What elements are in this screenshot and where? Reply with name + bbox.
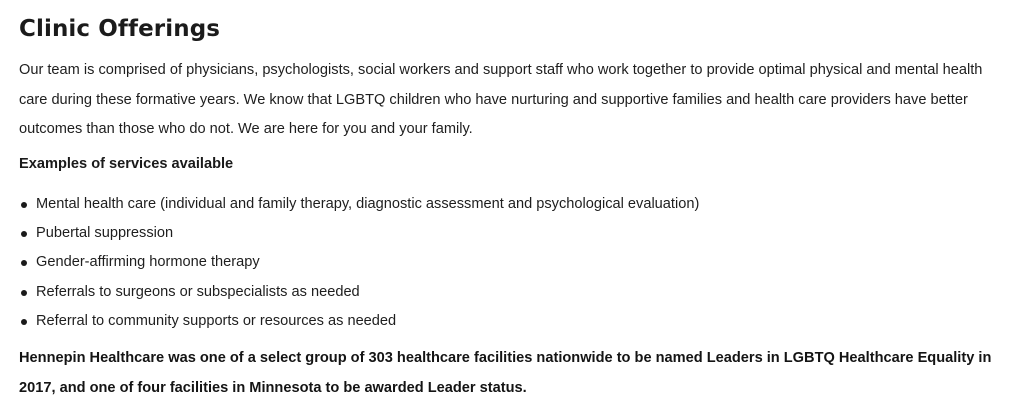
bullet-icon <box>21 319 27 325</box>
intro-paragraph: Our team is comprised of physicians, psychologists, social workers and support staff who work together to provide optimal physical and mental health care during these formative years. We know that LGBTQ children who have nurturing and supportive families and health care providers have better outcomes than those who do not. We are here for you and your family. <box>19 62 983 137</box>
service-label: Referrals to surgeons or subspecialists as needed <box>36 283 360 300</box>
page-title: Clinic Offerings <box>19 16 221 42</box>
service-label: Pubertal suppression <box>36 224 174 241</box>
bullet-icon <box>21 231 27 237</box>
list-item <box>19 278 1005 307</box>
list-item <box>19 219 1005 248</box>
list-item <box>19 190 1005 219</box>
service-label: Mental health care (individual and family therapy, diagnostic assessment and psychological evaluation) <box>36 195 700 212</box>
list-item <box>19 307 1005 336</box>
leader-statement: Hennepin Healthcare was one of a select group of 303 healthcare facilities nationwide to be named Leaders in LGBTQ Healthcare Equality in 2017, and one of four facilities in Minnesota to be awarded Leader status. <box>19 349 992 396</box>
service-label: Referral to community supports or resources as needed <box>36 313 397 330</box>
bullet-icon <box>21 202 27 208</box>
services-heading: Examples of services available <box>19 155 234 172</box>
bullet-icon <box>21 260 27 266</box>
service-label: Gender-affirming hormone therapy <box>36 254 260 271</box>
bullet-icon <box>21 290 27 296</box>
services-list <box>19 190 1005 337</box>
list-item <box>19 248 1005 277</box>
